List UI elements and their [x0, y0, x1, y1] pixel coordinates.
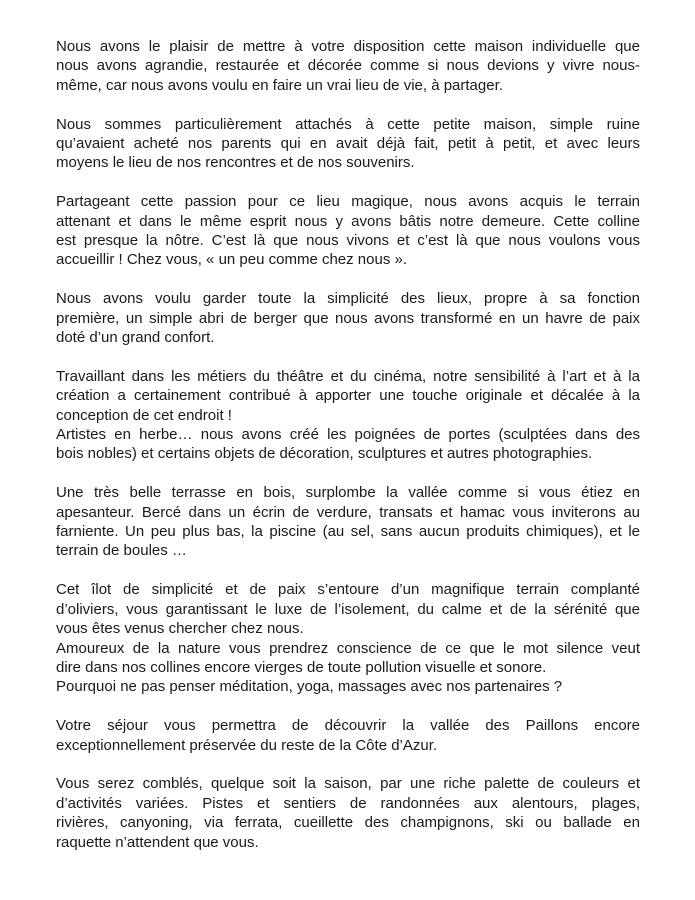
text-line: Une très belle terrasse en bois, surplombe la vallée comme si vous étiez en	[56, 484, 640, 502]
text-line: nous avons agrandie, restaurée et décorée comme si nous devions y vivre nous-	[56, 57, 640, 75]
text-line: farniente. Un peu plus bas, la piscine (au sel, sans aucun produits chimiques), et le	[56, 523, 640, 541]
paragraph-simplicity	[56, 289, 640, 347]
document-page	[56, 37, 640, 871]
text-line: Amoureux de la nature vous prendrez conscience de ce que le mot silence veut	[56, 639, 640, 657]
text-line: exceptionnellement préservée du reste de la Côte d’Azur.	[56, 736, 438, 754]
text-line: attenant et dans le même esprit nous y avons bâtis notre demeure. Cette colline	[56, 212, 640, 230]
text-line: Nous avons le plaisir de mettre à votre disposition cette maison individuelle que	[56, 38, 640, 55]
text-line: création a certainement contribué à apporter une touche originale et décalée à la	[56, 387, 640, 405]
text-line: doté d’un grand confort.	[56, 329, 215, 347]
paragraph-valley	[56, 716, 640, 755]
text-line: Pourquoi ne pas penser méditation, yoga, massages avec nos partenaires ?	[56, 678, 563, 696]
text-line: première, un simple abri de berger que nous avons transformé en un havre de paix	[56, 309, 640, 327]
paragraph-family-house	[56, 115, 640, 173]
text-line: Cet îlot de simplicité et de paix s’entoure d’un magnifique terrain complanté	[56, 581, 640, 599]
paragraph-intro	[56, 37, 640, 95]
text-line: bois nobles) et certains objets de décoration, sculptures et autres photographies.	[56, 445, 593, 463]
paragraph-olive-grove	[56, 580, 640, 696]
text-line: Nous avons voulu garder toute la simplicité des lieux, propre à sa fonction	[56, 290, 640, 308]
text-line: Votre séjour vous permettra de découvrir la vallée des Paillons encore	[56, 717, 640, 735]
text-line: Travaillant dans les métiers du théâtre et du cinéma, notre sensibilité à l’art et à la	[56, 367, 640, 385]
text-line: Partageant cette passion pour ce lieu magique, nous avons acquis le terrain	[56, 193, 640, 211]
text-line: dire dans nos collines encore vierges de toute pollution visuelle et sonore.	[56, 658, 547, 676]
text-line: accueillir ! Chez vous, « un peu comme chez nous ».	[56, 251, 408, 269]
text-line: Nous sommes particulièrement attachés à cette petite maison, simple ruine	[56, 115, 640, 133]
text-line: vous êtes venus chercher chez nous.	[56, 620, 304, 638]
paragraph-activities	[56, 774, 640, 852]
text-line: terrain de boules …	[56, 542, 187, 560]
text-line: Artistes en herbe… nous avons créé les poignées de portes (sculptées dans des	[56, 426, 640, 444]
text-line: apesanteur. Bercé dans un écrin de verdure, transats et hamac vous inviterons au	[56, 503, 640, 521]
text-line: d’activités variées. Pistes et sentiers de randonnées aux alentours, plages,	[56, 794, 640, 812]
paragraph-artists	[56, 367, 640, 464]
paragraph-terrace	[56, 483, 640, 561]
text-line: qu’avaient acheté nos parents qui en avait déjà fait, petit à petit, et avec leurs	[56, 135, 640, 153]
text-line: est presque la nôtre. C’est là que nous vivons et c’est là que nous voulons vous	[56, 232, 640, 250]
text-line: même, car nous avons voulu en faire un vrai lieu de vie, à partager.	[56, 76, 503, 94]
paragraph-hill	[56, 192, 640, 270]
text-line: raquette n’attendent que vous.	[56, 833, 259, 851]
text-line: Vous serez comblés, quelque soit la saison, par une riche palette de couleurs et	[56, 775, 640, 793]
text-line: d’oliviers, vous garantissant le luxe de l’isolement, du calme et de la sérénité que	[56, 600, 640, 618]
text-line: rivières, canyoning, via ferrata, cueillette des champignons, ski ou ballade en	[56, 814, 640, 832]
text-line: moyens le lieu de nos rencontres et de nos souvenirs.	[56, 154, 415, 172]
text-line: conception de cet endroit !	[56, 406, 232, 424]
